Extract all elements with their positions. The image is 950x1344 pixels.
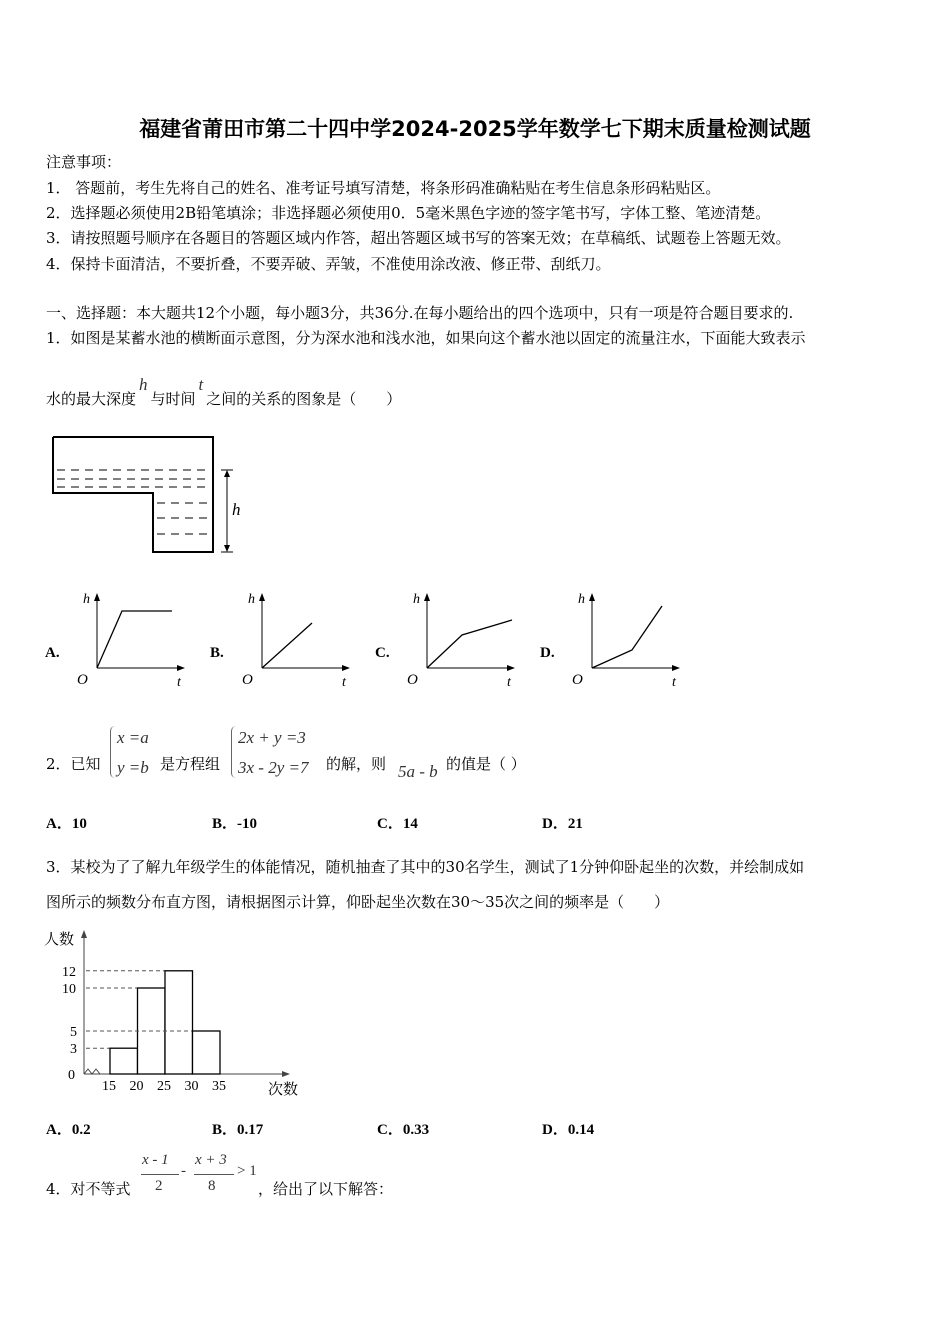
option-b[interactable]: B．0.17 xyxy=(212,1122,264,1138)
operator: - xyxy=(181,1163,186,1179)
var-h: h xyxy=(139,375,148,394)
note-item: 1． 答题前，考生先将自己的姓名、准考证号填写清楚，将条形码准确粘贴在考生信息条形码粘贴区。 xyxy=(46,179,721,197)
graph-c xyxy=(403,585,523,690)
x-tick-label: 30 xyxy=(184,1079,199,1094)
axis-h-label: h xyxy=(413,592,420,607)
q3-text: 3．某校为了了解九年级学生的体能情况，随机抽查了其中的30名学生，测试了1分钟仰卧起坐的次数，并绘制成如 xyxy=(46,858,805,876)
q1-option-d[interactable]: D. xyxy=(540,645,555,661)
graph-d xyxy=(568,585,688,690)
denominator: 2 xyxy=(155,1178,163,1194)
option-a[interactable]: A．10 xyxy=(46,816,87,832)
equation: y =b xyxy=(117,758,149,777)
option-a[interactable]: A．0.2 xyxy=(46,1122,91,1138)
note-item: 3．请按照题号顺序在各题目的答题区域内作答，超出答题区域书写的答案无效；在草稿纸、试题卷上答题无效。 xyxy=(46,229,791,247)
section-heading: 一、选择题：本大题共12个小题，每小题3分，共36分.在每小题给出的四个选项中，只有一项是符合题目要求的. xyxy=(46,304,794,322)
brace xyxy=(231,726,236,778)
q1-option-b[interactable]: B. xyxy=(210,645,224,661)
fraction-bar xyxy=(194,1174,234,1175)
q2-text: 的解，则 xyxy=(326,755,387,773)
q3-text: 图所示的频数分布直方图，请根据图示计算，仰卧起坐次数在30～35次之间的频率是（ ） xyxy=(46,893,670,911)
page-title: 福建省莆田市第二十四中学2024-2025学年数学七下期末质量检测试题 xyxy=(139,117,811,141)
var-t: t xyxy=(198,375,204,394)
numerator: x - 1 xyxy=(142,1152,169,1168)
y-tick-label: 3 xyxy=(70,1042,77,1058)
option-b[interactable]: B．-10 xyxy=(212,816,258,832)
y-axis-label: 人数 xyxy=(44,932,75,948)
origin-label: O xyxy=(242,672,253,688)
reservoir-diagram xyxy=(45,430,265,560)
origin-label: O xyxy=(407,672,418,688)
q1-text: 水的最大深度 xyxy=(46,390,137,408)
q1-option-a[interactable]: A. xyxy=(45,645,60,661)
note-item: 2．选择题必须使用2B铅笔填涂；非选择题必须使用0．5毫米黑色字迹的签字笔书写，字体工整、笔迹清楚。 xyxy=(46,204,771,222)
operator: > 1 xyxy=(237,1163,257,1179)
histogram-bar xyxy=(193,1031,221,1074)
q2-prefix: 2．已知 xyxy=(46,755,101,773)
x-tick-label: 35 xyxy=(212,1079,226,1094)
q1-text-2 xyxy=(46,375,402,409)
equation: x =a xyxy=(117,728,149,747)
axis-h-label: h xyxy=(83,592,90,607)
q1-text: 之间的关系的图象是（ ） xyxy=(206,390,402,408)
axis-h-label: h xyxy=(248,592,255,607)
axis-t-label: t xyxy=(507,675,511,690)
x-axis-label: 次数 xyxy=(268,1082,299,1098)
origin-label: O xyxy=(77,672,88,688)
y-tick-label: 0 xyxy=(68,1068,75,1083)
q4-text: ，给出了以下解答： xyxy=(258,1180,394,1198)
depth-label: h xyxy=(232,500,241,519)
histogram-bar xyxy=(165,971,193,1074)
y-tick-label: 5 xyxy=(70,1025,77,1040)
expression: 5a - b xyxy=(398,762,438,781)
q2-text: 是方程组 xyxy=(160,755,221,773)
denominator: 8 xyxy=(208,1178,216,1194)
numerator: x + 3 xyxy=(195,1152,227,1168)
notes-heading: 注意事项： xyxy=(46,153,122,171)
option-c[interactable]: C．0.33 xyxy=(377,1122,430,1138)
equation: 2x + y =3 xyxy=(238,728,306,747)
q4-text: 4．对不等式 xyxy=(46,1180,131,1198)
x-tick-label: 15 xyxy=(102,1079,116,1094)
graph-b xyxy=(238,585,358,690)
option-d[interactable]: D．0.14 xyxy=(542,1122,595,1138)
axis-t-label: t xyxy=(672,675,676,690)
option-d[interactable]: D．21 xyxy=(542,816,583,832)
origin-label: O xyxy=(572,672,583,688)
q1-text: 1．如图是某蓄水池的横断面示意图，分为深水池和浅水池，如果向这个蓄水池以固定的流量注水，下面能大致表示 xyxy=(46,329,806,347)
x-tick-label: 25 xyxy=(157,1079,171,1094)
axis-t-label: t xyxy=(177,675,181,690)
brace xyxy=(110,726,115,778)
equation: 3x - 2y =7 xyxy=(238,758,309,777)
y-tick-label: 12 xyxy=(62,964,76,980)
axis-t-label: t xyxy=(342,675,346,690)
q2-text: 的值是（ ） xyxy=(446,755,526,773)
axis-h-label: h xyxy=(578,592,585,607)
q1-option-c[interactable]: C. xyxy=(375,645,390,661)
histogram xyxy=(40,920,320,1100)
fraction-bar xyxy=(141,1174,179,1175)
note-item: 4．保持卡面清洁，不要折叠，不要弄破、弄皱，不准使用涂改液、修正带、刮纸刀。 xyxy=(46,255,611,273)
y-tick-label: 10 xyxy=(62,982,76,997)
x-tick-label: 20 xyxy=(129,1079,144,1094)
option-c[interactable]: C．14 xyxy=(377,816,418,832)
histogram-bar xyxy=(110,1048,138,1074)
graph-a xyxy=(73,585,193,690)
q1-text: 与时间 xyxy=(150,390,196,408)
